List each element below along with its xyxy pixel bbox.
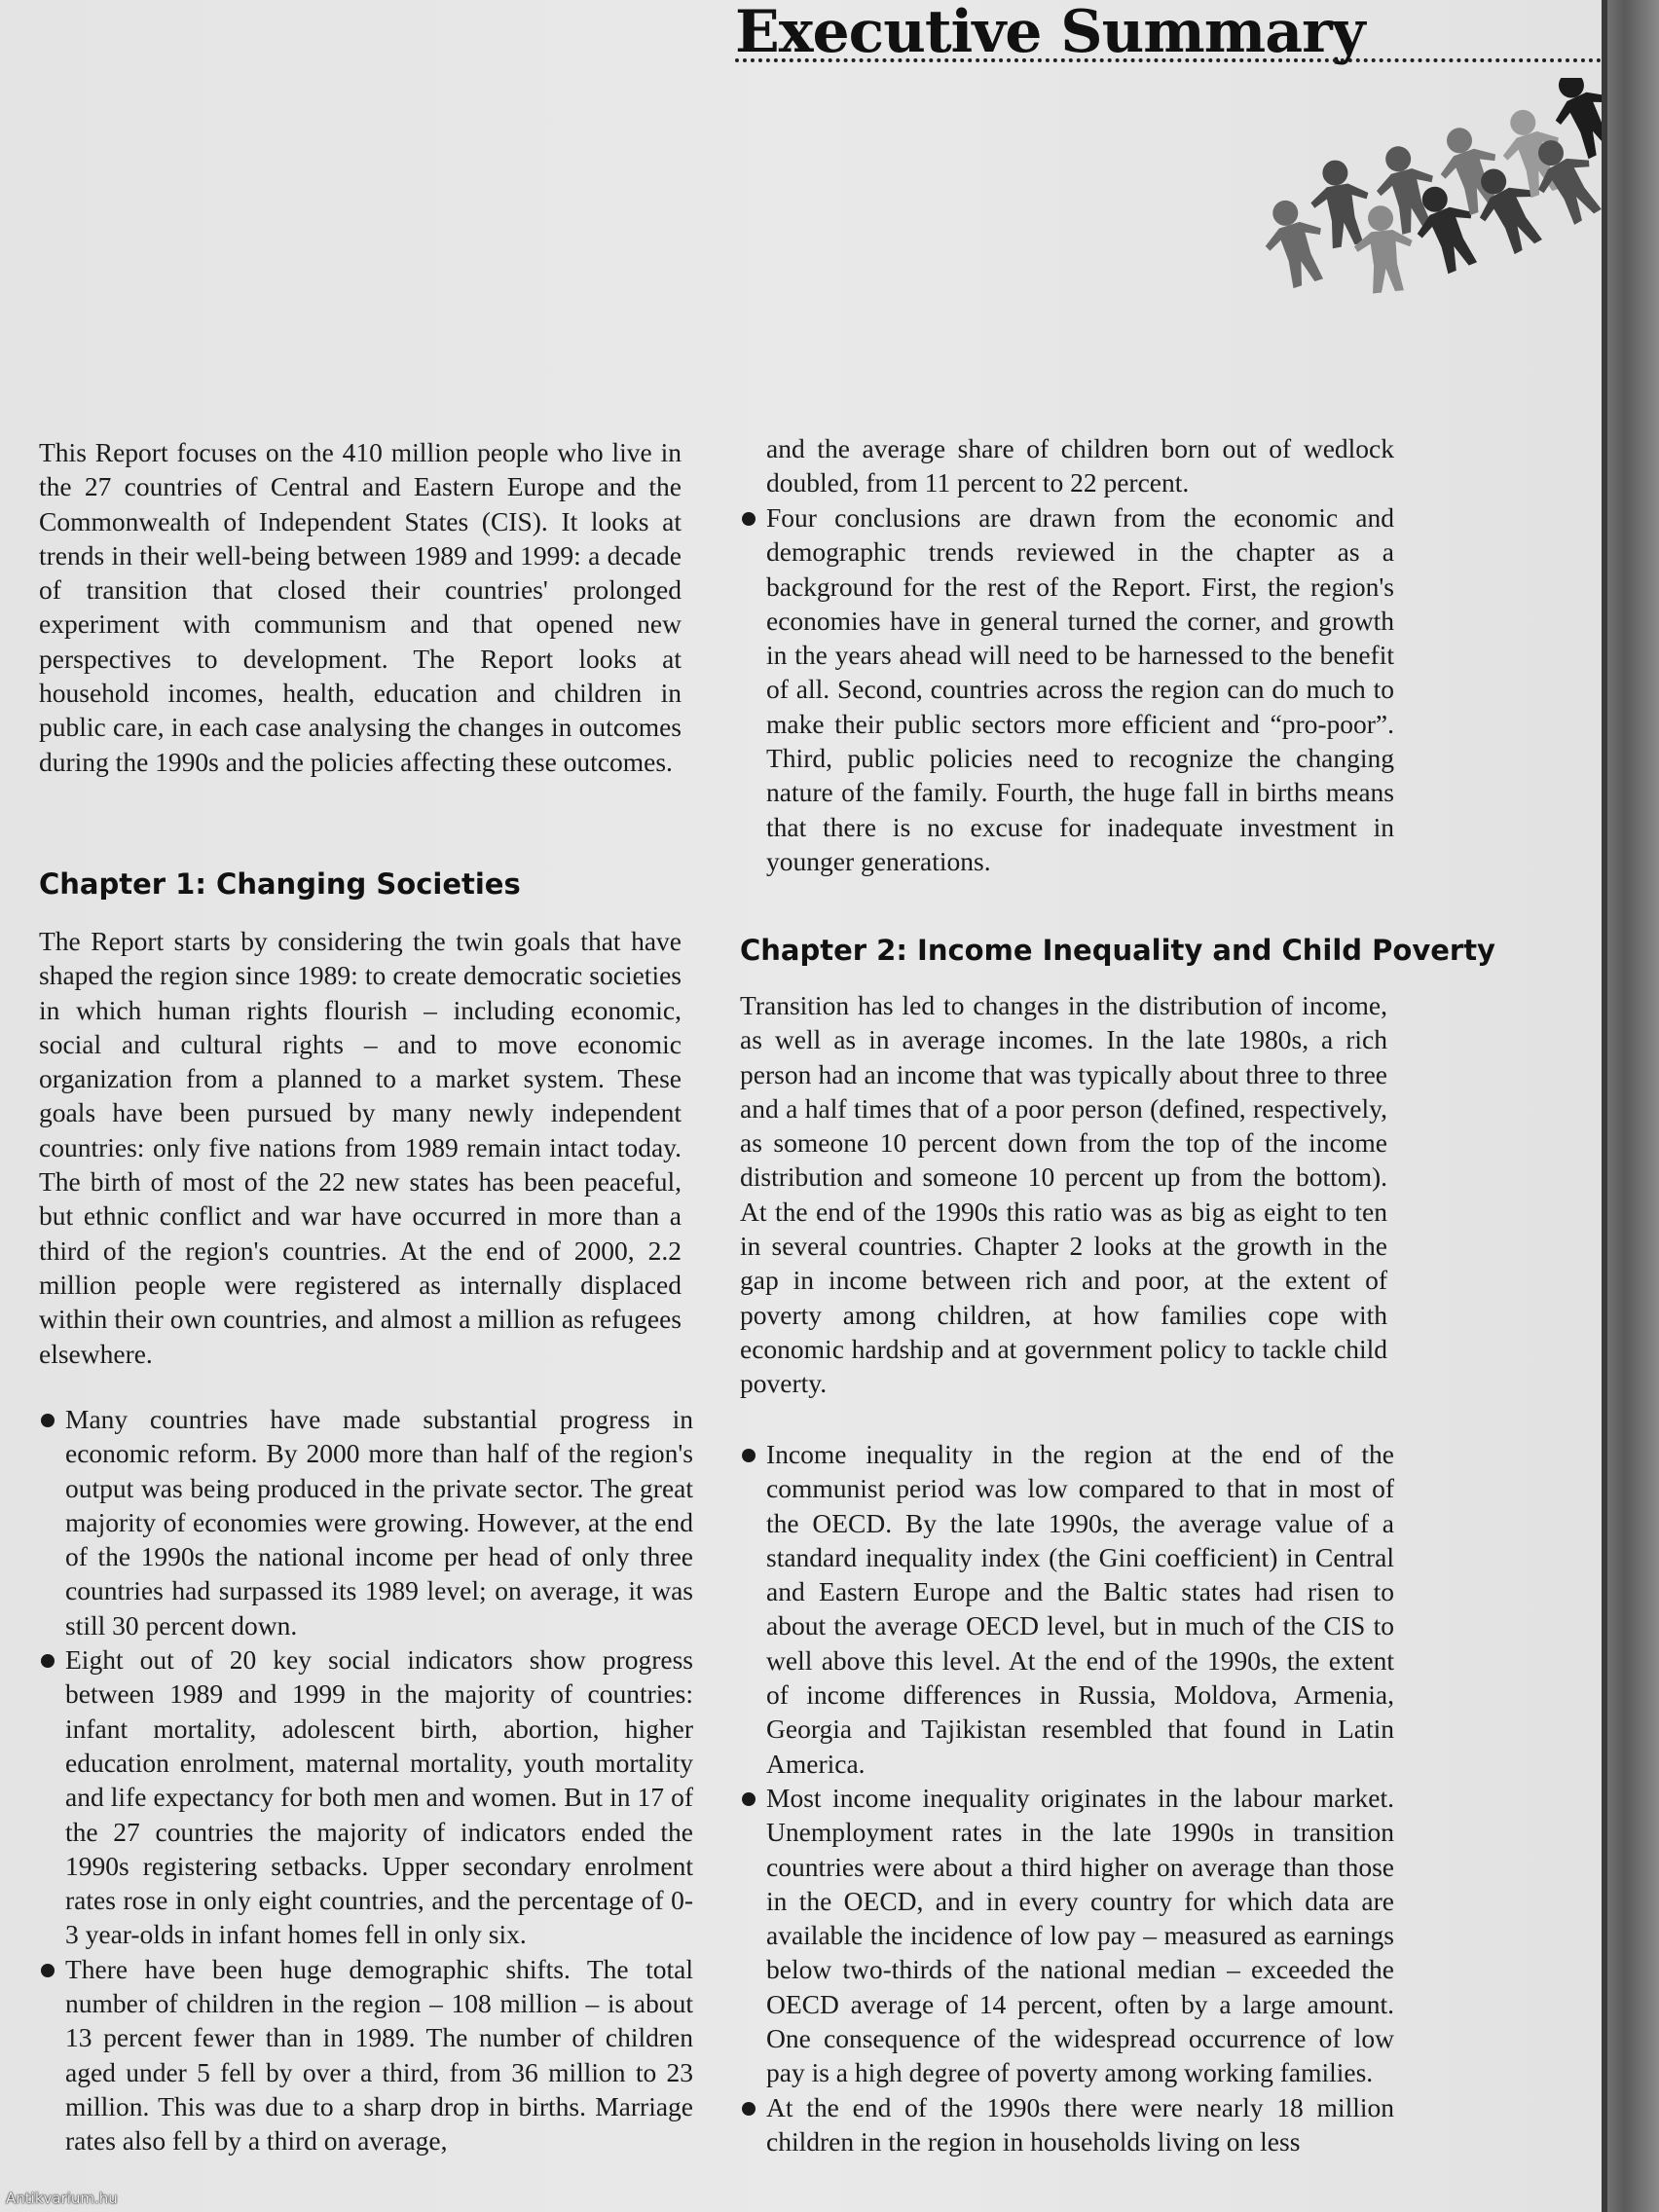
chapter2-heading: Chapter 2: Income Inequality and Child Poverty — [740, 934, 1495, 967]
chapter1-bullet-list — [39, 1402, 693, 2158]
chapter2-paragraph: Transition has led to changes in the distribution of income, as well as in average incomes. In the late 1980s, a rich person had an income that was typically about three to three and a half times that of a poor person (defined, respectively, as someone 10 percent down from the top of the income distribution and someone 10 percent up from the bottom). At the end of the 1990s this ratio was as big as eight to ten in several countries. Chapter 2 looks at the growth in the gap in income between rich and poor, at the extent of poverty among children, at how families cope with economic hardship and at government policy to tackle child poverty. — [740, 990, 1387, 1399]
bullet-dot-icon — [41, 1964, 55, 1977]
intro-paragraph: This Report focuses on the 410 million people who live in the 27 countries of Central and Eastern Europe and the Commonwealth of Independent States (CIS). It looks at trends in their well-being between 1989 and 1999: a decade of transition that closed their countries' prolonged experiment with communism and that opened new perspectives to development. The Report looks at household incomes, health, education and children in public care, in each case analysing the changes in outcomes during the 1990s and the policies affecting these outcomes. — [39, 437, 682, 777]
page-edge-binding — [1602, 0, 1659, 2212]
list-item — [740, 500, 1394, 878]
list-item — [39, 1642, 693, 1952]
watermark-text: Antikvarium.hu — [6, 2190, 118, 2207]
paper-chain-people-image — [1256, 78, 1602, 341]
bullet-dot-icon — [742, 512, 756, 526]
page-header — [735, 0, 1602, 64]
page-title: Executive Summary — [735, 0, 1365, 66]
list-item — [39, 1952, 693, 2158]
chapter2-bullet-list — [740, 1437, 1394, 2158]
list-item — [39, 1402, 693, 1642]
chapter1-paragraph: The Report starts by considering the twin goals that have shaped the region since 1989: to create democratic societies in which human rights flourish – including economic, social and cultural rights – and to move economic organization from a planned to a market system. These goals have been pursued by many newly independent countries: only five nations from 1989 remain intact today. The birth of most of the 22 new states has been peaceful, but ethnic conflict and war have occurred in more than a third of the region's countries. At the end of 2000, 2.2 million people were registered as internally displaced within their own countries, and almost a million as refugees elsewhere. — [39, 926, 682, 1369]
list-item-text: There have been huge demographic shifts. The total number of children in the region – 108 million – is about 13 percent fewer than in 1989. The number of children aged under 5 fell by over a third, from 36 million to 23 million. This was due to a sharp drop in births. Marriage rates also fell by a third on average, — [65, 1953, 693, 2157]
chapter1-heading: Chapter 1: Changing Societies — [39, 867, 521, 901]
paper-figure-1 — [1256, 192, 1336, 292]
list-item-text: Many countries have made substantial progress in economic reform. By 2000 more than half of the region's output was being produced in the private sector. The great majority of economies were growing. However, at the end of the 1990s the national income per head of only three countries had surpassed its 1989 level; on average, it was still 30 percent down. — [65, 1404, 693, 1641]
list-item-text: Most income inequality originates in the labour market. Unemployment rates in the late 1990s in transition countries were about a third higher on average than those in the OECD, and in every country for which data are available the incidence of low pay – measured as earnings below two-thirds of the national median – exceeded the OECD average of 14 percent, often by a large amount. One consequence of the widespread occurrence of low pay is a high degree of poverty among working families. — [766, 1782, 1394, 2088]
chapter1-conclusion-list — [740, 500, 1394, 878]
dotted-title-rule — [735, 58, 1602, 62]
list-item-text: Four conclusions are drawn from the economic and demographic trends reviewed in the chapter as a background for the rest of the Report. First, the region's economies have in general turned the corner, and growth in the years ahead will need to be harnessed to the benefit of all. Second, countries across the region can do much to make their public sectors more efficient and “pro-poor”. Third, public policies need to recognize the changing nature of the family. Fourth, the huge fall in births means that there is no excuse for inadequate investment in younger generations. — [766, 502, 1394, 876]
bullet-dot-icon — [742, 1792, 756, 1806]
list-item-text: Income inequality in the region at the end of the communist period was low compared to that in most of the OECD. By the late 1990s, the average value of a standard inequality index (the Gini coefficient) in Central and Eastern Europe and the Baltic states had risen to about the average OECD level, but in much of the CIS to well above this level. At the end of the 1990s, the extent of income differences in Russia, Moldova, Armenia, Georgia and Tajikistan resembled that found in Latin America. — [766, 1439, 1394, 1779]
bullet-dot-icon — [41, 1414, 55, 1427]
bullet-dot-icon — [742, 2102, 756, 2116]
list-item-text: At the end of the 1990s there were nearly 18 million children in the region in households living on less — [766, 2091, 1394, 2157]
list-item — [740, 1781, 1394, 2090]
demographic-bullet-continuation: and the average share of children born out of wedlock doubled, from 11 percent to 22 percent. — [766, 433, 1394, 498]
bullet-dot-icon — [41, 1654, 55, 1668]
paper-figure-2 — [1305, 156, 1378, 251]
list-item — [740, 2090, 1394, 2159]
list-item-text: Eight out of 20 key social indicators show progress between 1989 and 1999 in the majority of countries: infant mortality, adolescent birth, abortion, higher education enrolment, maternal mortality, youth mortality and life expectancy for both men and women. But in 17 of the 27 countries the majority of indicators ended the 1990s registering setbacks. Upper secondary enrolment rates rose in only eight countries, and the percentage of 0-3 year-olds in infant homes fell in only six. — [65, 1644, 693, 1950]
list-item — [740, 1437, 1394, 1781]
bullet-dot-icon — [742, 1449, 756, 1462]
